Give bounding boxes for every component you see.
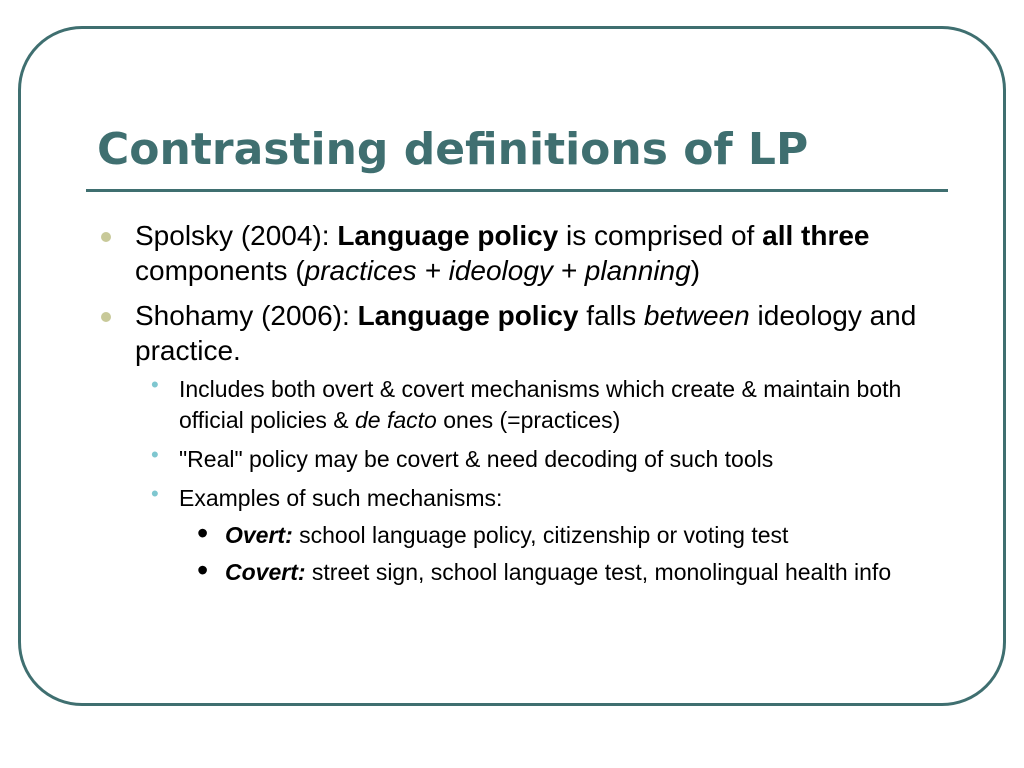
bullet-list <box>97 218 957 594</box>
example-text: street sign, school language test, monolingual health info <box>305 559 892 585</box>
example-overt <box>187 515 957 551</box>
bullet-text: is comprised of <box>558 220 763 251</box>
bullet-text: ideology and practice. <box>135 300 917 366</box>
bullet-dot-icon <box>101 232 111 242</box>
bullet-spolsky <box>97 218 957 288</box>
sub-sub-bullet-list <box>187 515 957 588</box>
sub-bullet-real-policy <box>135 444 957 475</box>
bullet-text: Shohamy (2006): <box>135 300 358 331</box>
sub-bullet-list <box>135 374 957 514</box>
slide-title: Contrasting definitions of LP <box>97 124 809 175</box>
bullet-text: Spolsky (2004): <box>135 220 338 251</box>
bullet-italic-term: between <box>643 300 750 331</box>
bullet-text: ) <box>690 255 701 286</box>
sub-bullet-italic-term: de facto <box>355 407 437 433</box>
bullet-text: components ( <box>135 255 305 286</box>
sub-bullet-dot-icon: • <box>151 442 159 467</box>
bullet-shohamy <box>97 298 957 368</box>
sub-bullet-dot-icon: • <box>151 372 159 397</box>
title-divider <box>86 189 948 192</box>
example-text: school language policy, citizenship or voting test <box>292 522 789 548</box>
bullet-text: falls <box>578 300 644 331</box>
bullet-italic-term: practices + ideology + planning <box>304 255 691 286</box>
sub-bullet-mechanisms <box>135 374 957 436</box>
bullet-dot-icon <box>101 312 111 322</box>
example-label: Overt: <box>225 522 293 548</box>
bullet-bold-term: Language policy <box>357 300 579 331</box>
sub-bullet-examples <box>135 483 957 514</box>
sub-bullet-text: ones (=practices) <box>436 407 621 433</box>
bullet-bold-term: all three <box>762 220 870 251</box>
sub-bullet-dot-icon: • <box>151 481 159 506</box>
example-label: Covert: <box>225 559 306 585</box>
sub-sub-bullet-dot-icon: • <box>197 515 209 551</box>
bullet-bold-term: Language policy <box>337 220 559 251</box>
sub-sub-bullet-dot-icon: • <box>197 552 209 588</box>
example-covert <box>187 552 957 588</box>
sub-bullet-text: "Real" policy may be covert & need decoding of such tools <box>179 446 774 472</box>
sub-bullet-text: Includes both overt & covert mechanisms which create & maintain both official policies & <box>179 376 902 433</box>
sub-bullet-text: Examples of such mechanisms: <box>179 485 503 511</box>
